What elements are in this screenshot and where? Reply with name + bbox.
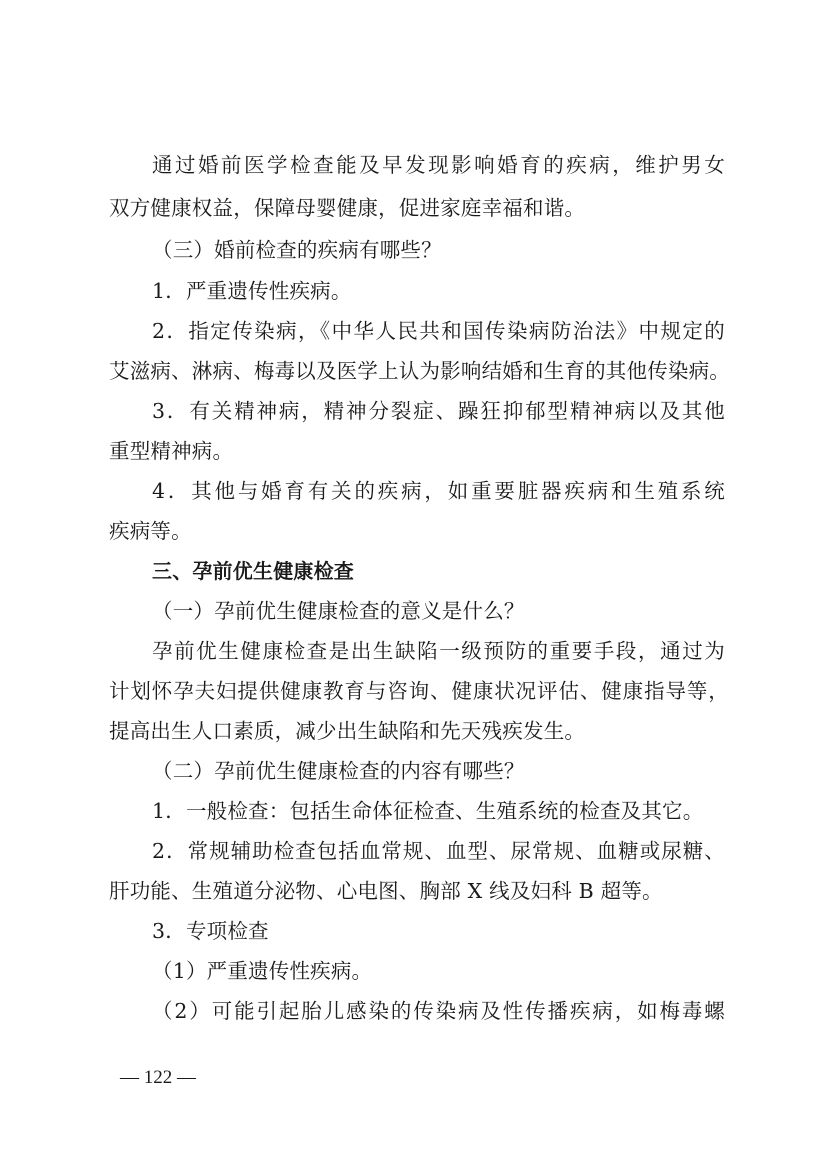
paragraph-line: 双方健康权益，保障母婴健康，促进家庭幸福和谐。	[109, 196, 586, 220]
sub-list-item: （1）严重遗传性疾病。	[152, 959, 373, 983]
paragraph-line: 提高出生人口素质，减少出生缺陷和先天残疾发生。	[109, 719, 586, 743]
subsection-heading: （一）孕前优生健康检查的意义是什么？	[152, 599, 525, 623]
list-item: 2．指定传染病，《中华人民共和国传染病防治法》中规定的	[152, 319, 725, 343]
list-item: 2．常规辅助检查包括血常规、血型、尿常规、血糖或尿糖、	[152, 839, 725, 863]
list-item-continuation: 疾病等。	[109, 519, 192, 543]
subsection-heading: （三）婚前检查的疾病有哪些？	[152, 238, 442, 262]
list-item: 4．其他与婚育有关的疾病，如重要脏器疾病和生殖系统	[152, 479, 725, 503]
list-item: 1．一般检查：包括生命体征检查、生殖系统的检查及其它。	[152, 799, 704, 823]
paragraph-line: 通过婚前医学检查能及早发现影响婚育的疾病，维护男女	[152, 153, 725, 177]
list-item: 3．有关精神病，精神分裂症、躁狂抑郁型精神病以及其他	[152, 399, 725, 423]
list-item-continuation: 重型精神病。	[109, 439, 234, 463]
paragraph-line: 计划怀孕夫妇提供健康教育与咨询、健康状况评估、健康指导等，	[109, 679, 729, 703]
sub-list-item: （2）可能引起胎儿感染的传染病及性传播疾病，如梅毒螺	[152, 999, 725, 1023]
section-heading: 三、孕前优生健康检查	[152, 559, 354, 583]
list-item-continuation: 艾滋病、淋病、梅毒以及医学上认为影响结婚和生育的其他传染病。	[109, 359, 730, 383]
list-item: 1．严重遗传性疾病。	[152, 279, 352, 303]
list-item-continuation: 肝功能、生殖道分泌物、心电图、胸部 X 线及妇科 B 超等。	[109, 879, 663, 903]
paragraph-line: 孕前优生健康检查是出生缺陷一级预防的重要手段，通过为	[152, 639, 725, 663]
subsection-heading: （二）孕前优生健康检查的内容有哪些？	[152, 759, 525, 783]
list-item: 3．专项检查	[152, 919, 269, 943]
page-number: — 122 —	[120, 1067, 196, 1088]
